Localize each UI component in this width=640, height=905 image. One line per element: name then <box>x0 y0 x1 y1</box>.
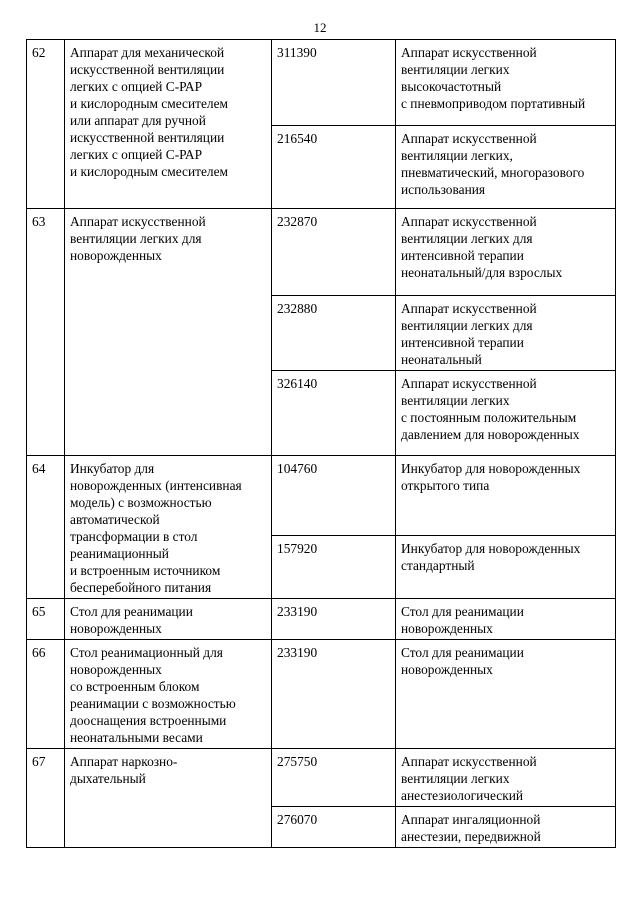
row-number: 65 <box>27 599 65 640</box>
equipment-name: Стол реанимационный для новорожденных со встроенным блоком реанимации с возможностью дооснащения встроенными неонатальными весами <box>65 640 272 749</box>
row-number: 66 <box>27 640 65 749</box>
row-number: 63 <box>27 209 65 456</box>
equipment-code: 232870 <box>272 209 396 296</box>
equipment-description: Аппарат искусственной вентиляции легких для интенсивной терапии неонатальный/для взрослых <box>396 209 616 296</box>
equipment-code: 233190 <box>272 640 396 749</box>
equipment-description: Аппарат искусственной вентиляции легких для интенсивной терапии неонатальный <box>396 296 616 371</box>
equipment-description: Аппарат искусственной вентиляции легких анестезиологический <box>396 749 616 807</box>
equipment-description: Аппарат искусственной вентиляции легких с постоянным положительным давлением для новорожденных <box>396 371 616 456</box>
table-row <box>27 40 616 126</box>
equipment-code: 311390 <box>272 40 396 126</box>
equipment-code: 275750 <box>272 749 396 807</box>
table-row <box>27 599 616 640</box>
equipment-name: Аппарат наркозно- дыхательный <box>65 749 272 848</box>
row-number: 67 <box>27 749 65 848</box>
equipment-description: Стол для реанимации новорожденных <box>396 599 616 640</box>
row-number: 62 <box>27 40 65 209</box>
equipment-description: Аппарат искусственной вентиляции легких, пневматический, многоразового использования <box>396 126 616 209</box>
equipment-table-body <box>27 40 616 848</box>
row-number: 64 <box>27 456 65 599</box>
equipment-code: 326140 <box>272 371 396 456</box>
table-row <box>27 749 616 807</box>
equipment-description: Аппарат ингаляционной анестезии, передвижной <box>396 807 616 848</box>
equipment-description: Аппарат искусственной вентиляции легких высокочастотный с пневмоприводом портативный <box>396 40 616 126</box>
table-row <box>27 640 616 749</box>
equipment-name: Инкубатор для новорожденных (интенсивная модель) с возможностью автоматической трансформации в стол реанимационный и встроенным источником бесперебойного питания <box>65 456 272 599</box>
equipment-code: 157920 <box>272 535 396 598</box>
equipment-code: 232880 <box>272 296 396 371</box>
table-row <box>27 456 616 536</box>
equipment-code: 104760 <box>272 456 396 536</box>
page-number: 12 <box>313 20 327 35</box>
equipment-description: Стол для реанимации новорожденных <box>396 640 616 749</box>
equipment-description: Инкубатор для новорожденных открытого типа <box>396 456 616 536</box>
equipment-code: 276070 <box>272 807 396 848</box>
table-row <box>27 209 616 296</box>
equipment-name: Аппарат искусственной вентиляции легких для новорожденных <box>65 209 272 456</box>
equipment-name: Аппарат для механической искусственной вентиляции легких с опцией С-РАР и кислородным смесителем или аппарат для ручной искусственной вентиляции легких с опцией С-РАР и кислородным смесителем <box>65 40 272 209</box>
equipment-description: Инкубатор для новорожденных стандартный <box>396 535 616 598</box>
equipment-code: 216540 <box>272 126 396 209</box>
equipment-code: 233190 <box>272 599 396 640</box>
equipment-table <box>26 39 616 848</box>
equipment-name: Стол для реанимации новорожденных <box>65 599 272 640</box>
